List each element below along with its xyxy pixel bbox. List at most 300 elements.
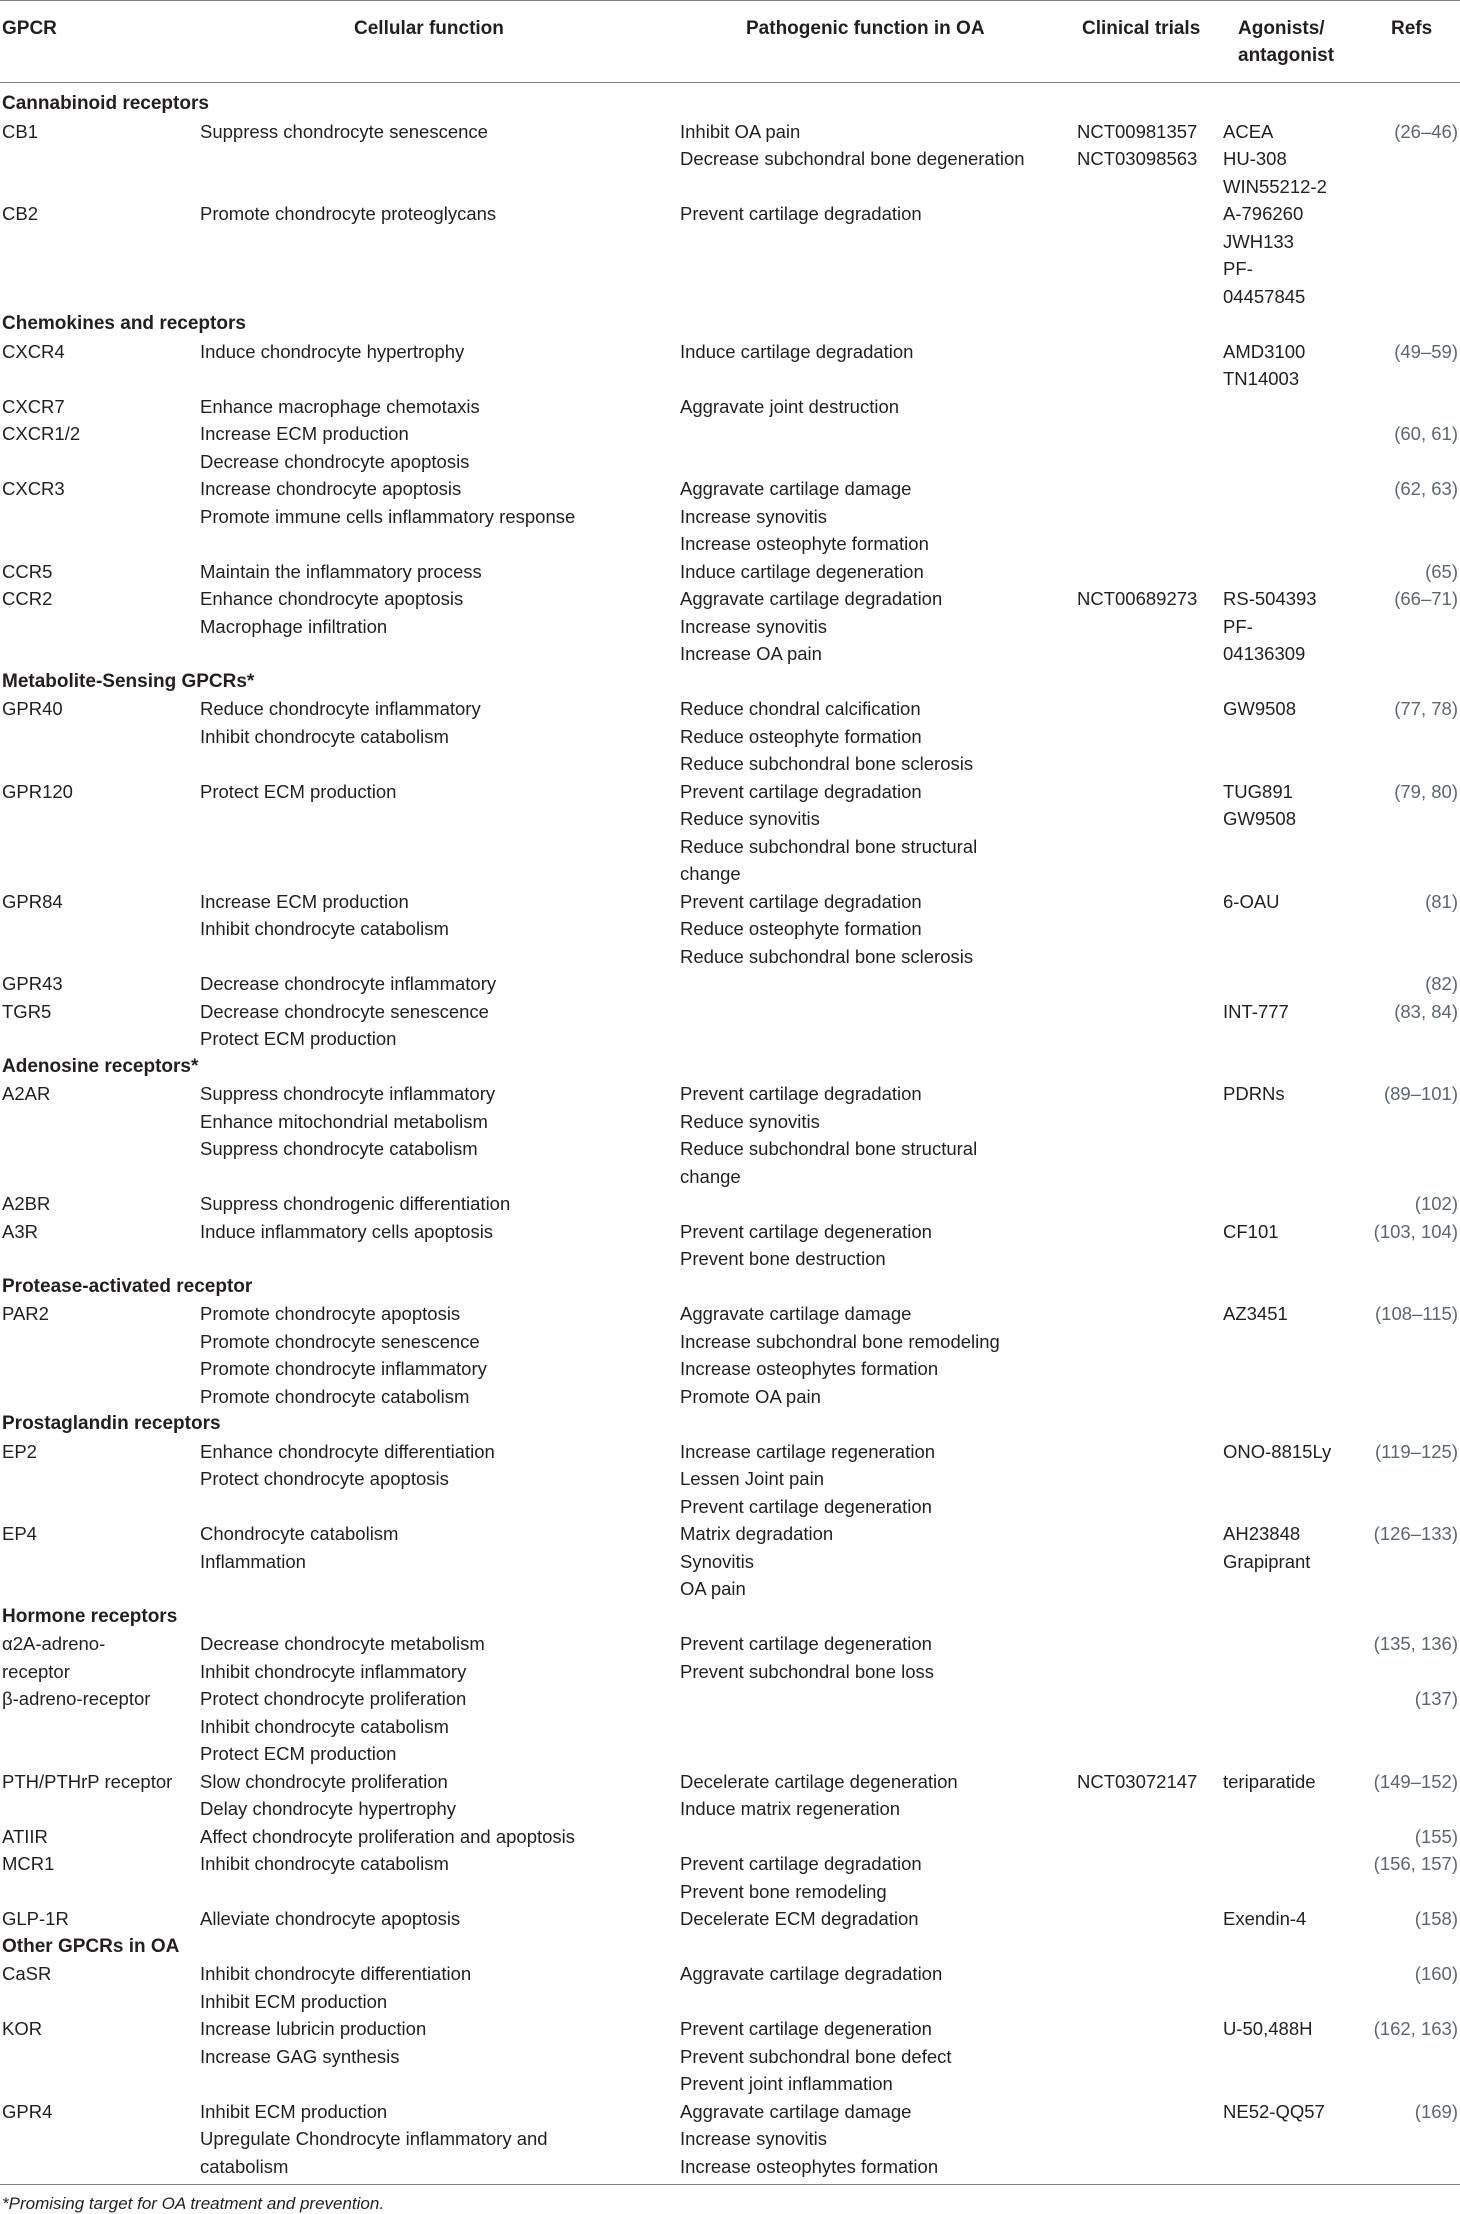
agonist-cell [1223, 1080, 1343, 1108]
header-cellular-function: Cellular function [354, 18, 504, 39]
gpcr-name-cell [2, 1520, 197, 1548]
pathogenic-function-line: Synovitis [680, 1550, 755, 1572]
pathogenic-function-cell [680, 1438, 1075, 1521]
pathogenic-function-line: change [680, 863, 741, 884]
reference-cell: (158) [1414, 1908, 1458, 1929]
pathogenic-function-line: Increase cartilage regeneration [680, 1440, 936, 1462]
pathogenic-function-line: Induce cartilage degeneration [680, 560, 924, 582]
cellular-function-cell [200, 420, 675, 475]
pathogenic-function-line: Reduce chondral calcification [680, 698, 921, 719]
cellular-function-line: Reduce chondrocyte inflammatory [200, 698, 481, 719]
gpcr-name-cell [2, 1685, 197, 1713]
pathogenic-function-line: Reduce subchondral bone sclerosis [680, 945, 974, 967]
agonist-cell [1223, 1438, 1343, 1466]
cellular-function-line: Promote chondrocyte inflammatory [200, 1358, 487, 1379]
gpcr-name-cell [2, 1905, 197, 1933]
cellular-function-line: catabolism [200, 2155, 289, 2177]
agonist-cell [1223, 695, 1343, 723]
cellular-function-cell [200, 585, 675, 640]
pathogenic-function-cell [680, 200, 1075, 228]
gpcr-name-cell [2, 970, 197, 998]
cellular-function-cell [200, 1438, 675, 1493]
cellular-function-cell [200, 998, 675, 1053]
cellular-function-line: Decrease chondrocyte metabolism [200, 1633, 485, 1654]
section-title: Prostaglandin receptors [2, 1413, 221, 1434]
pathogenic-function-line: Prevent cartilage degradation [680, 203, 922, 224]
pathogenic-function-line: Decelerate ECM degradation [680, 1908, 919, 1929]
gpcr-name-cell [2, 695, 197, 723]
pathogenic-function-line: Prevent bone remodeling [680, 1880, 887, 1902]
gpcr-name-line: A2BR [2, 1193, 51, 1214]
pathogenic-function-line: Prevent cartilage degradation [680, 1083, 922, 1104]
cellular-function-line: Enhance chondrocyte differentiation [200, 1440, 495, 1462]
pathogenic-function-cell [680, 1768, 1075, 1823]
agonist-line: ONO-8815Ly [1223, 1440, 1332, 1462]
pathogenic-function-line: Aggravate joint destruction [680, 395, 900, 417]
agonist-line: CF101 [1223, 1220, 1279, 1242]
cellular-function-cell [200, 1080, 675, 1163]
pathogenic-function-line: Prevent cartilage degeneration [680, 2018, 932, 2039]
cellular-function-line: Increase ECM production [200, 423, 409, 444]
gpcr-name-line: GPR43 [2, 973, 63, 994]
cellular-function-line: Suppress chondrocyte inflammatory [200, 1083, 496, 1104]
pathogenic-function-cell [680, 695, 1075, 778]
pathogenic-function-line: Reduce synovitis [680, 808, 820, 829]
table-row [0, 1905, 1460, 1933]
agonist-cell [1223, 2098, 1343, 2126]
cellular-function-line: Decrease chondrocyte apoptosis [200, 450, 470, 472]
gpcr-name-cell [2, 2015, 197, 2043]
agonist-line: teriparatide [1223, 1770, 1316, 1792]
pathogenic-function-cell [680, 888, 1075, 971]
table-row [0, 585, 1460, 668]
cellular-function-line: Inhibit ECM production [200, 2100, 388, 2122]
agonist-line: INT-777 [1223, 1000, 1289, 1022]
pathogenic-function-cell [680, 475, 1075, 558]
gpcr-name-line: receptor [2, 1660, 70, 1682]
gpcr-name-line: TGR5 [2, 1000, 52, 1022]
reference-cell: (83, 84) [1394, 1000, 1458, 1022]
agonist-cell [1223, 1768, 1343, 1796]
cellular-function-line: Enhance macrophage chemotaxis [200, 395, 480, 417]
cellular-function-cell [200, 1630, 675, 1685]
table-header [0, 0, 1460, 82]
reference-cell: (82) [1425, 973, 1458, 994]
agonist-cell [1223, 1218, 1343, 1246]
pathogenic-function-cell [680, 1520, 1075, 1603]
pathogenic-function-line: Reduce osteophyte formation [680, 918, 922, 939]
gpcr-name-line: A3R [2, 1220, 38, 1242]
reference-cell: (160) [1414, 1963, 1458, 1984]
pathogenic-function-cell [680, 778, 1075, 888]
reference-cell: (79, 80) [1394, 780, 1458, 802]
agonist-cell [1223, 1300, 1343, 1328]
pathogenic-function-cell [680, 1080, 1075, 1190]
gpcr-name-cell [2, 558, 197, 586]
agonist-cell [1223, 888, 1343, 916]
table-row [0, 998, 1460, 1053]
gpcr-name-cell [2, 585, 197, 613]
table-row [0, 393, 1460, 421]
pathogenic-function-line: Reduce synovitis [680, 1110, 820, 1132]
reference-cell: (49–59) [1394, 340, 1458, 362]
gpcr-name-cell [2, 2098, 197, 2126]
cellular-function-line: Slow chondrocyte proliferation [200, 1770, 448, 1792]
pathogenic-function-cell [680, 118, 1075, 173]
table-row [0, 1438, 1460, 1521]
reference-cell: (155) [1414, 1825, 1458, 1847]
pathogenic-function-line: Prevent subchondral bone defect [680, 2045, 952, 2067]
cellular-function-line: Promote chondrocyte proteoglycans [200, 203, 497, 224]
header-pathogenic-function: Pathogenic function in OA [746, 18, 985, 39]
table-row [0, 970, 1460, 998]
cellular-function-cell [200, 1823, 675, 1851]
gpcr-name-cell [2, 1218, 197, 1246]
cellular-function-line: Increase chondrocyte apoptosis [200, 478, 462, 499]
clinical-trial-line: NCT03098563 [1077, 148, 1198, 169]
agonist-line: GW9508 [1223, 698, 1297, 719]
gpcr-name-line: PAR2 [2, 1303, 49, 1324]
section-title: Cannabinoid receptors [2, 93, 209, 114]
reference-cell: (26–46) [1394, 120, 1458, 142]
section-title: Hormone receptors [2, 1605, 178, 1627]
bottom-rule [0, 2184, 1460, 2185]
header-refs: Refs [1391, 18, 1433, 39]
cellular-function-cell [200, 888, 675, 943]
cellular-function-cell [200, 2098, 675, 2181]
pathogenic-function-cell [680, 1905, 1075, 1933]
pathogenic-function-cell [680, 1300, 1075, 1410]
cellular-function-cell [200, 338, 675, 366]
pathogenic-function-line: Aggravate cartilage damage [680, 478, 912, 499]
agonist-line: TUG891 [1223, 780, 1293, 802]
reference-cell: (103, 104) [1373, 1220, 1458, 1242]
gpcr-name-cell [2, 393, 197, 421]
agonist-cell [1223, 200, 1343, 310]
agonist-line: RS-504393 [1223, 588, 1317, 609]
table-row [0, 2098, 1460, 2181]
header-rule [0, 82, 1460, 83]
gpcr-name-line: CXCR7 [2, 395, 65, 417]
pathogenic-function-line: Prevent cartilage degeneration [680, 1220, 932, 1242]
gpcr-name-line: α2A-adreno- [2, 1633, 106, 1654]
section-title: Other GPCRs in OA [2, 1935, 180, 1957]
pathogenic-function-line: Promote OA pain [680, 1385, 821, 1407]
reference-cell: (77, 78) [1394, 698, 1458, 719]
table-row [0, 1768, 1460, 1823]
agonist-line: A-796260 [1223, 203, 1304, 224]
gpcr-name-line: GPR120 [2, 780, 73, 802]
cellular-function-cell [200, 778, 675, 806]
gpcr-name-line: CaSR [2, 1963, 52, 1984]
gpcr-name-line: ATIIR [2, 1825, 48, 1847]
agonist-cell [1223, 338, 1343, 393]
section-row [0, 1053, 1460, 1081]
pathogenic-function-line: OA pain [680, 1578, 746, 1599]
gpcr-name-cell [2, 1630, 197, 1685]
footnote: *Promising target for OA treatment and prevention. [2, 2194, 385, 2213]
header-gpcr: GPCR [2, 18, 57, 39]
gpcr-name-cell [2, 1300, 197, 1328]
reference-cell: (60, 61) [1394, 423, 1458, 444]
cellular-function-cell [200, 393, 675, 421]
header-clinical-trials: Clinical trials [1082, 18, 1201, 39]
cellular-function-line: Promote immune cells inflammatory response [200, 505, 576, 527]
clinical-trial-cell [1077, 1768, 1219, 1796]
section-row [0, 1410, 1460, 1438]
gpcr-name-cell [2, 1190, 197, 1218]
agonist-line: WIN55212-2 [1223, 175, 1327, 197]
gpcr-name-cell [2, 1080, 197, 1108]
section-row [0, 1933, 1460, 1961]
reference-cell: (65) [1425, 560, 1458, 582]
cellular-function-cell [200, 1190, 675, 1218]
table-row [0, 1190, 1460, 1218]
gpcr-name-cell [2, 118, 197, 146]
cellular-function-line: Induce chondrocyte hypertrophy [200, 340, 465, 362]
cellular-function-line: Increase lubricin production [200, 2018, 427, 2039]
cellular-function-line: Maintain the inflammatory process [200, 560, 482, 582]
pathogenic-function-line: Prevent cartilage degradation [680, 890, 922, 912]
reference-cell: (169) [1414, 2100, 1458, 2122]
reference-cell: (149–152) [1373, 1770, 1458, 1792]
pathogenic-function-cell [680, 2098, 1075, 2181]
agonist-line: AZ3451 [1223, 1303, 1288, 1324]
reference-cell: (137) [1414, 1688, 1458, 1709]
pathogenic-function-cell [680, 1850, 1075, 1905]
cellular-function-cell [200, 1218, 675, 1246]
cellular-function-cell [200, 2015, 675, 2070]
table-row [0, 475, 1460, 558]
gpcr-name-cell [2, 1960, 197, 1988]
cellular-function-line: Decrease chondrocyte inflammatory [200, 973, 497, 994]
pathogenic-function-cell [680, 1630, 1075, 1685]
gpcr-name-cell [2, 338, 197, 366]
cellular-function-line: Inhibit chondrocyte catabolism [200, 725, 449, 747]
gpcr-name-line: GLP-1R [2, 1908, 69, 1929]
cellular-function-line: Chondrocyte catabolism [200, 1523, 399, 1544]
cellular-function-line: Upregulate Chondrocyte inflammatory and [200, 2128, 548, 2149]
pathogenic-function-line: Increase synovitis [680, 2128, 828, 2149]
cellular-function-line: Decrease chondrocyte senescence [200, 1000, 489, 1022]
cellular-function-line: Increase ECM production [200, 890, 409, 912]
reference-cell: (66–71) [1394, 588, 1458, 609]
clinical-trial-line: NCT00689273 [1077, 588, 1198, 609]
gpcr-name-line: EP2 [2, 1440, 37, 1462]
pathogenic-function-line: Prevent cartilage degradation [680, 1853, 922, 1874]
reference-cell: (162, 163) [1373, 2018, 1458, 2039]
pathogenic-function-line: Aggravate cartilage degradation [680, 588, 943, 609]
agonist-line: JWH133 [1223, 230, 1294, 252]
gpcr-name-line: CB1 [2, 120, 38, 142]
pathogenic-function-line: Aggravate cartilage damage [680, 2100, 912, 2122]
pathogenic-function-line: Increase osteophytes formation [680, 1358, 939, 1379]
pathogenic-function-line: Prevent joint inflammation [680, 2073, 893, 2094]
agonist-cell [1223, 118, 1343, 201]
pathogenic-function-line: Increase OA pain [680, 643, 822, 664]
table-row [0, 338, 1460, 393]
cellular-function-line: Induce inflammatory cells apoptosis [200, 1220, 494, 1242]
pathogenic-function-line: Reduce subchondral bone sclerosis [680, 753, 974, 774]
pathogenic-function-line: Induce cartilage degradation [680, 340, 914, 362]
agonist-line: PDRNs [1223, 1083, 1285, 1104]
cellular-function-line: Protect chondrocyte apoptosis [200, 1468, 449, 1489]
agonist-line: Grapiprant [1223, 1550, 1311, 1572]
agonist-line: ACEA [1223, 120, 1274, 142]
agonist-line: PF- [1223, 615, 1253, 637]
section-row [0, 310, 1460, 338]
table-row [0, 1685, 1460, 1768]
cellular-function-cell [200, 1905, 675, 1933]
pathogenic-function-line: Prevent cartilage degradation [680, 780, 922, 802]
agonist-line: 04136309 [1223, 643, 1306, 664]
table-row [0, 778, 1460, 888]
table-row [0, 888, 1460, 971]
cellular-function-cell [200, 1300, 675, 1410]
pathogenic-function-line: Prevent cartilage degeneration [680, 1495, 932, 1517]
gpcr-name-line: β-adreno-receptor [2, 1688, 151, 1709]
cellular-function-line: Inhibit chondrocyte catabolism [200, 1715, 449, 1737]
cellular-function-line: Inhibit ECM production [200, 1990, 388, 2012]
table-row [0, 695, 1460, 778]
pathogenic-function-cell [680, 1960, 1075, 1988]
table-row [0, 1300, 1460, 1410]
cellular-function-cell [200, 200, 675, 228]
gpcr-name-cell [2, 1850, 197, 1878]
reference-cell: (135, 136) [1373, 1633, 1458, 1654]
clinical-trial-cell [1077, 585, 1219, 613]
pathogenic-function-line: Increase osteophytes formation [680, 2155, 939, 2177]
cellular-function-line: Delay chondrocyte hypertrophy [200, 1798, 457, 1819]
pathogenic-function-line: Increase osteophyte formation [680, 533, 929, 554]
clinical-trial-line: NCT03072147 [1077, 1770, 1198, 1792]
cellular-function-cell [200, 118, 675, 146]
agonist-line: 04457845 [1223, 285, 1306, 307]
table-row [0, 1080, 1460, 1190]
pathogenic-function-line: Prevent subchondral bone loss [680, 1660, 935, 1682]
agonist-line: PF- [1223, 258, 1253, 279]
header-agonists: Agonists/ antagonist [1238, 18, 1335, 66]
pathogenic-function-cell [680, 2015, 1075, 2098]
pathogenic-function-line: Aggravate cartilage damage [680, 1303, 912, 1324]
agonist-line: TN14003 [1223, 368, 1300, 389]
table-row [0, 558, 1460, 586]
agonist-line: 6-OAU [1223, 890, 1280, 912]
cellular-function-line: Macrophage infiltration [200, 615, 388, 637]
table-row [0, 1850, 1460, 1905]
gpcr-name-line: GPR4 [2, 2100, 53, 2122]
gpcr-name-line: CXCR3 [2, 478, 65, 499]
pathogenic-function-line: Increase synovitis [680, 615, 828, 637]
pathogenic-function-cell [680, 1218, 1075, 1273]
section-title: Chemokines and receptors [2, 313, 246, 334]
agonist-cell [1223, 2015, 1343, 2043]
pathogenic-function-line: Decrease subchondral bone degeneration [680, 148, 1025, 169]
cellular-function-line: Promote chondrocyte apoptosis [200, 1303, 461, 1324]
cellular-function-cell [200, 970, 675, 998]
pathogenic-function-line: Inhibit OA pain [680, 120, 801, 142]
section-row [0, 1603, 1460, 1631]
section-title: Adenosine receptors* [2, 1055, 199, 1077]
top-rule [0, 0, 1460, 1]
table-row [0, 200, 1460, 310]
table-row [0, 1630, 1460, 1685]
agonist-line: U-50,488H [1223, 2018, 1313, 2039]
pathogenic-function-line: Lessen Joint pain [680, 1468, 824, 1489]
pathogenic-function-line: Reduce subchondral bone structural [680, 835, 978, 857]
cellular-function-line: Promote chondrocyte senescence [200, 1330, 480, 1352]
section-title: Protease-activated receptor [2, 1275, 253, 1297]
cellular-function-line: Protect chondrocyte proliferation [200, 1688, 467, 1709]
agonist-line: HU-308 [1223, 148, 1287, 169]
reference-cell: (81) [1425, 890, 1458, 912]
agonist-line: AMD3100 [1223, 340, 1306, 362]
cellular-function-line: Inhibit chondrocyte inflammatory [200, 1660, 467, 1682]
gpcr-name-cell [2, 1768, 197, 1796]
cellular-function-line: Inflammation [200, 1550, 306, 1572]
cellular-function-line: Inhibit chondrocyte differentiation [200, 1963, 472, 1984]
cellular-function-cell [200, 1850, 675, 1878]
agonist-line: NE52-QQ57 [1223, 2100, 1325, 2122]
section-row [0, 1273, 1460, 1301]
pathogenic-function-cell [680, 338, 1075, 366]
gpcr-name-cell [2, 888, 197, 916]
table-row [0, 2015, 1460, 2098]
cellular-function-line: Suppress chondrocyte catabolism [200, 1138, 478, 1159]
gpcr-name-line: CXCR4 [2, 340, 65, 362]
agonist-cell [1223, 1905, 1343, 1933]
pathogenic-function-line: Induce matrix regeneration [680, 1798, 901, 1819]
agonist-cell [1223, 778, 1343, 833]
gpcr-name-cell [2, 998, 197, 1026]
reference-cell: (102) [1414, 1193, 1458, 1214]
reference-cell: (89–101) [1383, 1083, 1458, 1104]
pathogenic-function-line: Reduce subchondral bone structural [680, 1138, 978, 1159]
section-row [0, 90, 1460, 118]
cellular-function-line: Suppress chondrocyte senescence [200, 120, 488, 142]
clinical-trial-cell [1077, 118, 1219, 173]
table-row [0, 1218, 1460, 1273]
cellular-function-cell [200, 1768, 675, 1823]
gpcr-name-line: KOR [2, 2018, 43, 2039]
reference-cell: (126–133) [1373, 1523, 1458, 1544]
reference-cell: (62, 63) [1394, 478, 1458, 499]
cellular-function-cell [200, 558, 675, 586]
table-row [0, 1823, 1460, 1851]
pathogenic-function-cell [680, 585, 1075, 668]
cellular-function-cell [200, 1960, 675, 2015]
gpcr-name-cell [2, 1438, 197, 1466]
cellular-function-cell [200, 1685, 675, 1768]
cellular-function-line: Promote chondrocyte catabolism [200, 1385, 470, 1407]
gpcr-name-cell [2, 1823, 197, 1851]
gpcr-name-cell [2, 420, 197, 448]
cellular-function-line: Affect chondrocyte proliferation and apoptosis [200, 1825, 576, 1847]
cellular-function-cell [200, 475, 675, 530]
pathogenic-function-line: Reduce osteophyte formation [680, 725, 922, 747]
reference-cell: (108–115) [1375, 1303, 1458, 1324]
gpcr-name-line: CXCR1/2 [2, 423, 81, 444]
gpcr-name-line: EP4 [2, 1523, 37, 1544]
cellular-function-line: Protect ECM production [200, 1743, 397, 1764]
cellular-function-line: Inhibit chondrocyte catabolism [200, 1853, 449, 1874]
cellular-function-line: Protect ECM production [200, 1028, 397, 1049]
gpcr-name-line: MCR1 [2, 1853, 55, 1874]
agonist-line: AH23848 [1223, 1523, 1301, 1544]
pathogenic-function-cell [680, 558, 1075, 586]
pathogenic-function-cell [680, 393, 1075, 421]
gpcr-name-line: GPR84 [2, 890, 63, 912]
